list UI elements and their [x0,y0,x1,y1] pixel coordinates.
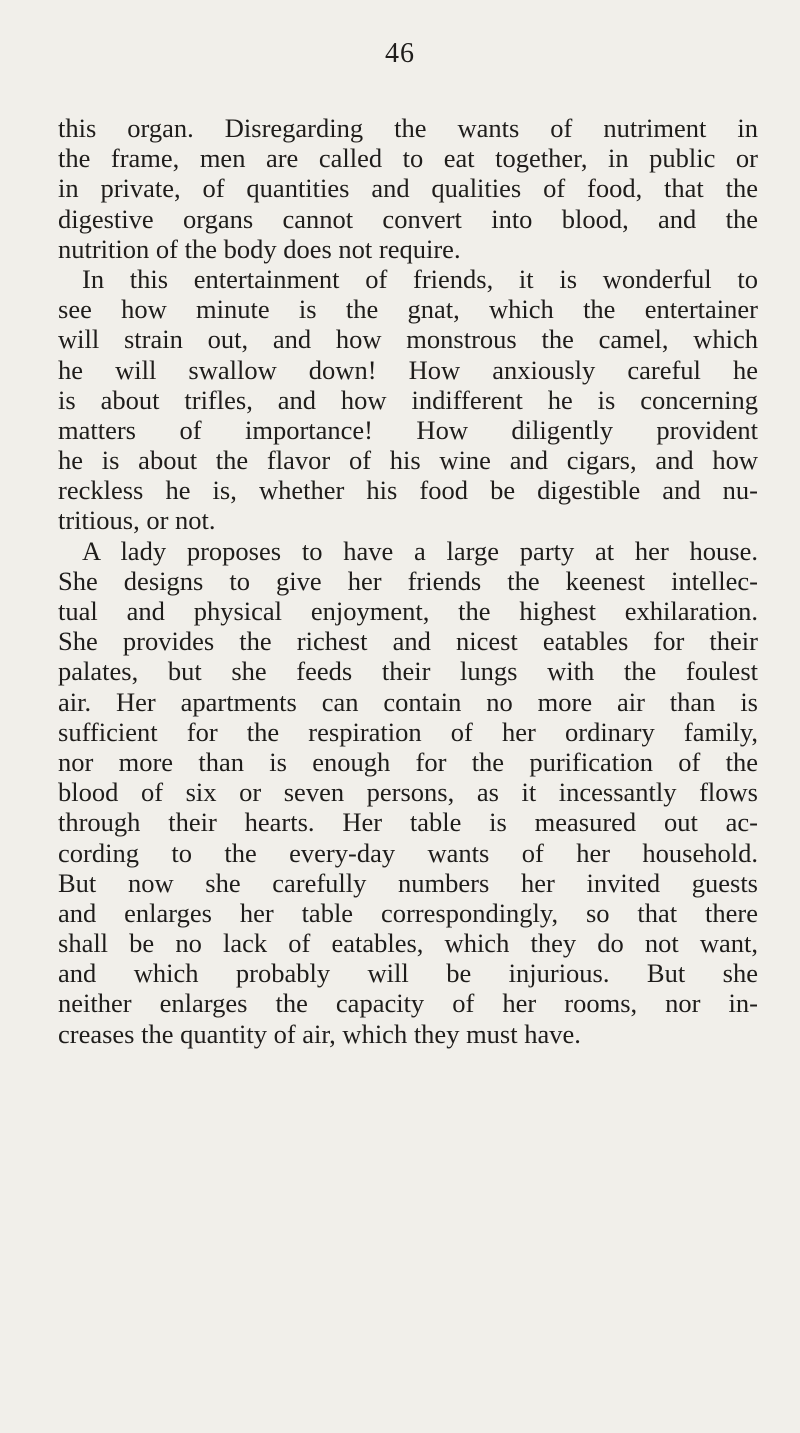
text-line: matters of importance! How diligently provident [58,414,758,445]
text-line: neither enlarges the capacity of her rooms, nor in- [58,988,758,1019]
text-line: She provides the richest and nicest eatables for their [58,626,758,657]
text-line: digestive organs cannot convert into blood, and the [58,203,758,234]
text-line: tritious, or not. [58,505,216,536]
text-line: will strain out, and how monstrous the camel, which [58,324,758,355]
text-line: he is about the flavor of his wine and cigars, and how [58,445,758,476]
page-number: 46 [385,38,415,69]
text-line: cording to the every-day wants of her household. [58,837,758,868]
text-line: this organ. Disregarding the wants of nutriment in [58,113,758,143]
text-line: air. Her apartments can contain no more air than is [58,686,758,717]
text-line: blood of six or seven persons, as it incessantly flows [58,777,758,808]
text-line: shall be no lack of eatables, which they do not want, [58,928,758,959]
body-text [58,113,758,1049]
text-line: and which probably will be injurious. But she [58,958,758,989]
text-line: palates, but she feeds their lungs with the foulest [58,656,758,687]
paragraph [58,536,758,1049]
text-line: the frame, men are called to eat together, in public or [58,143,758,174]
text-line: She designs to give her friends the keenest intellec- [58,565,758,596]
paragraph [58,264,758,536]
text-line: nor more than is enough for the purification of the [58,746,758,777]
text-line: through their hearts. Her table is measured out ac- [58,807,758,838]
text-line: and enlarges her table correspondingly, so that there [58,897,758,928]
text-line: tual and physical enjoyment, the highest exhilaration. [58,596,758,626]
text-line: sufficient for the respiration of her ordinary family, [58,716,758,747]
text-line: is about trifles, and how indifferent he is concerning [58,384,758,415]
text-line: he will swallow down! How anxiously careful he [58,354,758,385]
text-line: In this entertainment of friends, it is wonderful to [82,263,758,294]
paragraph [58,113,758,264]
text-line: A lady proposes to have a large party at her house. [82,535,758,566]
text-line: creases the quantity of air, which they must have. [58,1018,581,1049]
text-line: But now she carefully numbers her invited guests [58,867,758,898]
text-line: in private, of quantities and qualities of food, that the [58,173,758,204]
text-line: see how minute is the gnat, which the entertainer [58,294,758,325]
text-line: nutrition of the body does not require. [58,233,461,264]
text-line: reckless he is, whether his food be digestible and nu- [58,475,758,506]
